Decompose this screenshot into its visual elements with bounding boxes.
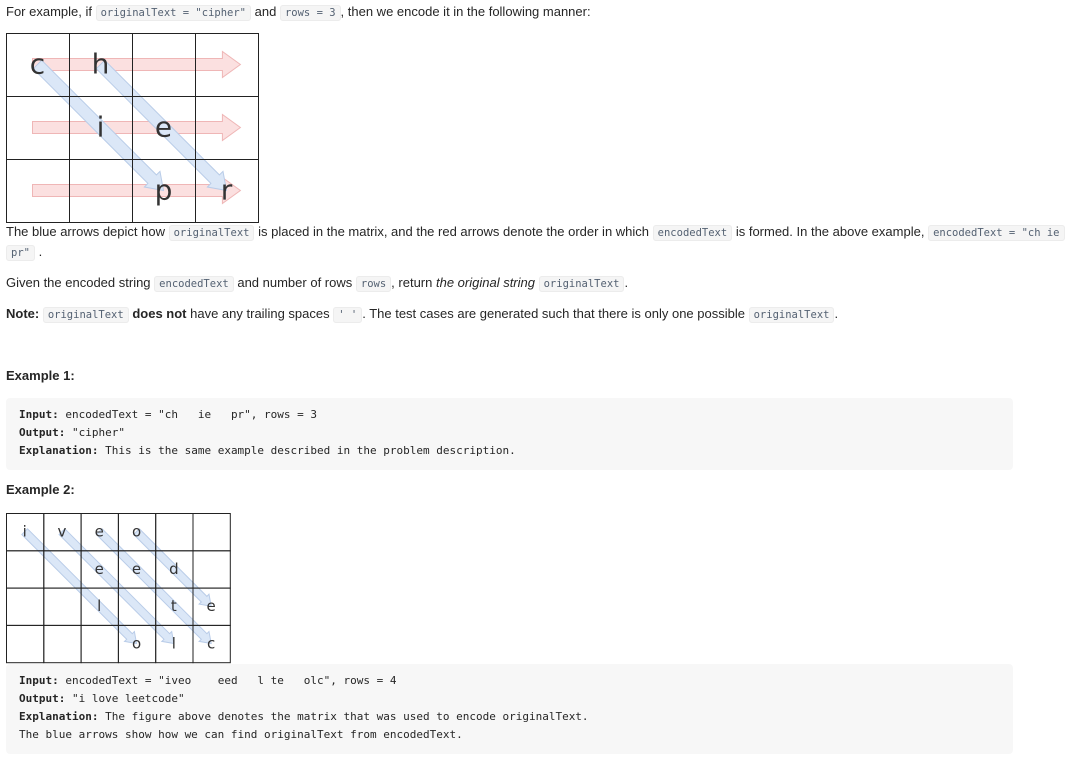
explanation-value: The blue arrows show how we can find originalText from encodedText.: [19, 728, 463, 741]
text: .: [834, 306, 839, 321]
red-arrow: [33, 115, 241, 141]
matrix-letter: e: [94, 559, 104, 578]
matrix-cell: [7, 588, 44, 625]
text: . The test cases are generated such that there is only one possible: [362, 306, 745, 321]
matrix-letter: t: [170, 597, 177, 616]
matrix-letter: c: [29, 47, 46, 81]
output-label: Output:: [19, 426, 66, 439]
text: .: [624, 275, 629, 290]
matrix-letter: l: [97, 597, 102, 616]
matrix-letter: h: [91, 47, 110, 81]
example-1-heading: Example 1:: [6, 368, 75, 383]
intro-line: [6, 2, 591, 23]
example-2-output: [19, 690, 1000, 708]
matrix-cell: [193, 551, 230, 588]
input-label: Input:: [19, 408, 59, 421]
matrix-cell: [81, 625, 118, 662]
note-line: [6, 304, 838, 325]
matrix-letter: i: [22, 522, 27, 541]
paragraph-task: [6, 273, 628, 294]
text: and number of rows: [237, 275, 353, 290]
example-1-explanation: [19, 442, 1000, 460]
matrix-cell: [44, 588, 81, 625]
text: .: [38, 244, 43, 259]
matrix-cell: [7, 551, 44, 588]
matrix-letter: e: [206, 597, 216, 616]
matrix-letter: v: [57, 522, 67, 541]
encoding-matrix-figure: [6, 33, 260, 224]
inline-code: originalText: [43, 307, 129, 323]
inline-code: originalText = "cipher": [96, 5, 251, 21]
inline-code: rows: [356, 276, 391, 292]
intro-suffix: , then we encode it in the following manner:: [340, 4, 591, 19]
matrix-letter: e: [131, 559, 142, 578]
output-value: "cipher": [71, 426, 125, 439]
paragraph-arrows: [6, 222, 1065, 243]
example-1-block: [6, 398, 1013, 470]
input-value: encodedText = "iveo eed l te olc", rows = 4: [65, 674, 397, 687]
explanation-value: This is the same example described in the problem description.: [105, 444, 516, 457]
text: is formed. In the above example,: [735, 224, 925, 239]
inline-code: encodedText = "ch ie: [928, 225, 1064, 241]
inline-code: originalText: [539, 276, 625, 292]
inline-code: encodedText: [154, 276, 234, 292]
text: , return: [391, 275, 433, 290]
intro-and: and: [254, 4, 277, 19]
text: have any trailing spaces: [190, 306, 330, 321]
output-label: Output:: [19, 692, 66, 705]
text: is placed in the matrix, and the red arrows denote the order in which: [258, 224, 650, 239]
example-2-matrix-figure: [6, 513, 232, 664]
inline-code: pr": [6, 245, 35, 261]
matrix-letter: o: [131, 634, 142, 653]
note-label: Note:: [6, 306, 40, 321]
inline-code: originalText: [749, 307, 835, 323]
red-arrow: [33, 52, 241, 78]
matrix-letter: p: [154, 173, 173, 207]
explanation-label: Explanation:: [19, 444, 99, 457]
matrix-letter: c: [207, 634, 216, 653]
matrix-letter: e: [154, 110, 173, 144]
inline-code: ' ': [333, 307, 362, 323]
italic-text: the original string: [435, 275, 535, 290]
inline-code: rows = 3: [280, 5, 341, 21]
example-2-input: [19, 672, 1000, 690]
matrix-letter: l: [171, 634, 176, 653]
intro-prefix: For example, if: [6, 4, 92, 19]
matrix-cell: [44, 625, 81, 662]
text: Given the encoded string: [6, 275, 151, 290]
bold-text: does not: [132, 306, 187, 321]
output-value: "i love leetcode": [71, 692, 185, 705]
text: The blue arrows depict how: [6, 224, 165, 239]
matrix-letter: i: [96, 110, 105, 144]
example-2-explanation-cont: [19, 726, 1000, 744]
inline-code: originalText: [169, 225, 255, 241]
matrix-cell: [193, 514, 230, 551]
matrix-letter: e: [94, 522, 104, 541]
matrix-cell: [156, 514, 193, 551]
example-2-heading: Example 2:: [6, 482, 75, 497]
matrix-cell: [7, 625, 44, 662]
input-value: encodedText = "ch ie pr", rows = 3: [65, 408, 318, 421]
explanation-value: The figure above denotes the matrix that was used to encode originalText.: [105, 710, 589, 723]
matrix-letter: r: [220, 173, 233, 207]
example-2-explanation: [19, 708, 1000, 726]
explanation-label: Explanation:: [19, 710, 99, 723]
example-1-output: [19, 424, 1000, 442]
example-2-block: [6, 664, 1013, 754]
example-1-input: [19, 406, 1000, 424]
matrix-letter: o: [131, 522, 142, 541]
matrix-letter: d: [169, 559, 179, 578]
inline-code: encodedText: [653, 225, 733, 241]
input-label: Input:: [19, 674, 59, 687]
paragraph-arrows-cont: [6, 242, 42, 263]
